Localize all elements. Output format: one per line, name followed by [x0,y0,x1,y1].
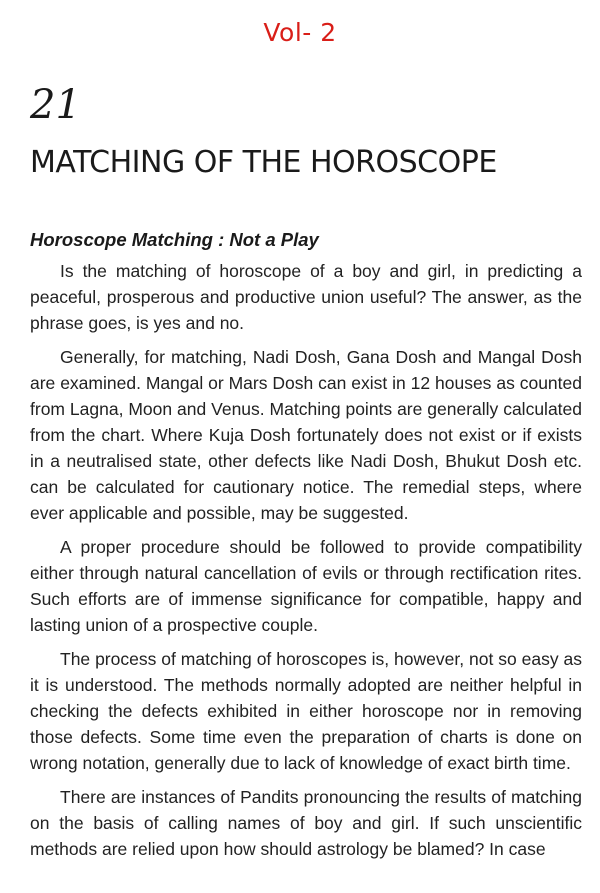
paragraph: Generally, for matching, Nadi Dosh, Gana Dosh and Mangal Dosh are examined. Mangal or Mars Dosh can exist in 12 houses as counted from Lagna, Moon and Venus. Matching points are generally calculated from the chart. Where Kuja Dosh fortunately does not exist or if exists in a neutralised state, other defects like Nadi Dosh, Bhukut Dosh etc. can be calculated for cautionary notice. The remedial steps, where ever applicable and possible, may be suggested. [30,347,582,523]
paragraph: The process of matching of horoscopes is, however, not so easy as it is understood. The methods normally adopted are neither helpful in checking the defects exhibited in either horoscope nor in removing those defects. Some time even the preparation of charts is done on wrong notation, generally due to lack of knowledge of exact birth time. [30,649,582,773]
chapter-title: MATCHING OF THE HOROSCOPE [30,145,497,180]
chapter-number: 21 [30,82,81,128]
section-heading: Horoscope Matching : Not a Play [30,229,319,250]
paragraph: A proper procedure should be followed to provide compatibility either through natural cancellation of evils or through rectification rites. Such efforts are of immense significance for compatible, happy and lasting union of a prospective couple. [30,537,582,635]
body-text [30,258,582,870]
volume-label: Vol- 2 [263,18,337,47]
paragraph: Is the matching of horoscope of a boy and girl, in predicting a peaceful, prosperous and productive union useful? The answer, as the phrase goes, is yes and no. [30,261,582,333]
paragraph: There are instances of Pandits pronouncing the results of matching on the basis of calling names of boy and girl. If such unscientific methods are relied upon how should astrology be blamed? In case [30,787,582,859]
